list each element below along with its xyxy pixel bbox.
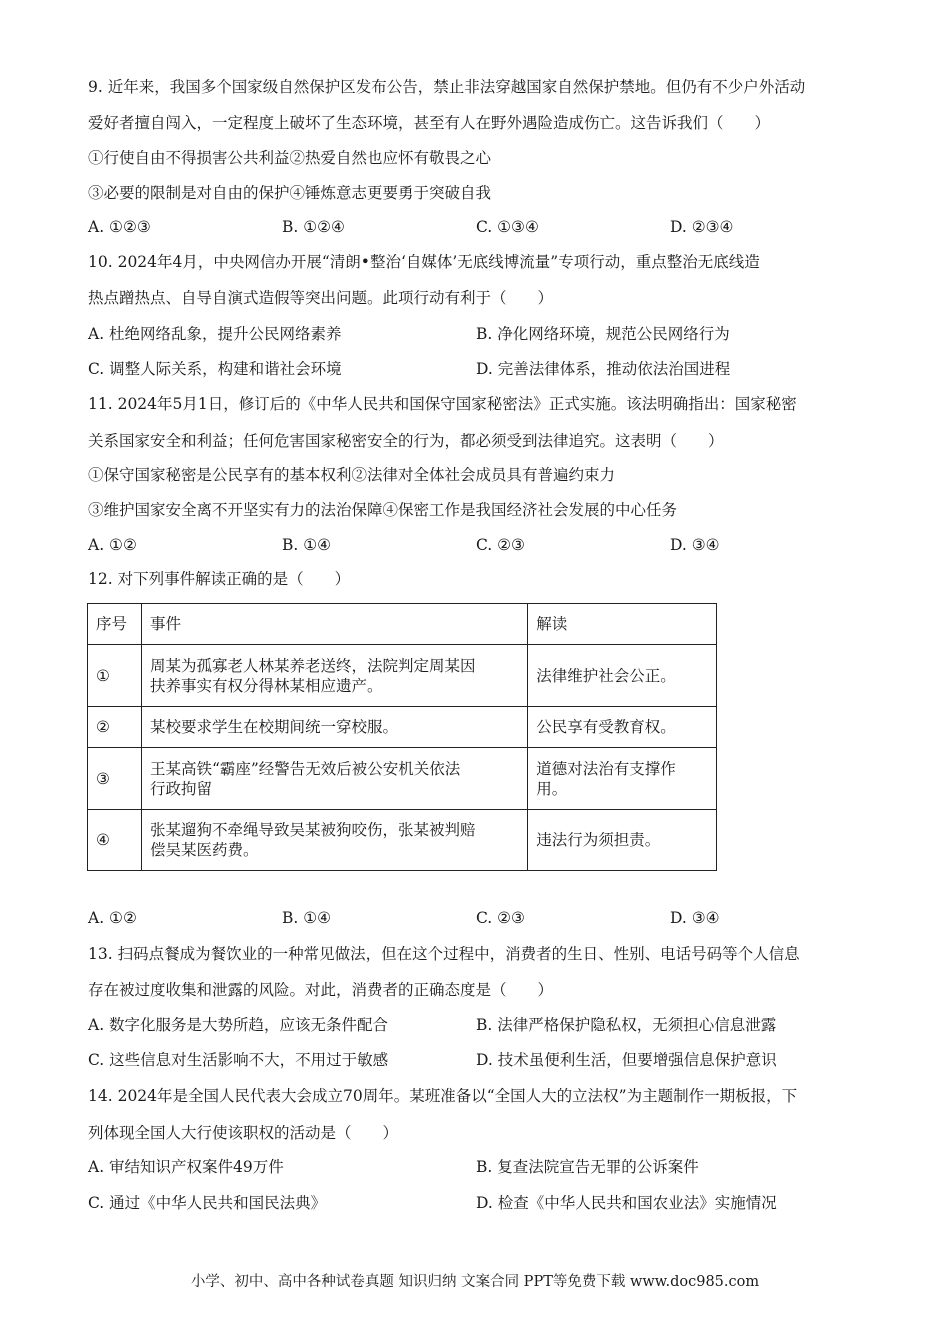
row-interpretation bbox=[528, 810, 717, 871]
q9-option-d[interactable]: D. ②③④ bbox=[670, 218, 734, 236]
q10-option-c[interactable]: C. 调整人际关系，构建和谐社会环境 bbox=[88, 360, 342, 378]
row-number: ③ bbox=[88, 748, 142, 810]
table-row bbox=[88, 707, 717, 748]
row-interpretation bbox=[528, 645, 717, 707]
q12-option-a[interactable]: A. ①② bbox=[88, 909, 137, 927]
q9-option-b[interactable]: B. ①②④ bbox=[282, 218, 345, 236]
row-number: ④ bbox=[88, 810, 142, 871]
q9-statement-line1: ①行使自由不得损害公共利益②热爱自然也应怀有敬畏之心 bbox=[88, 149, 492, 167]
q11-statement-line1: ①保守国家秘密是公民享有的基本权利②法律对全体社会成员具有普遍约束力 bbox=[88, 466, 616, 484]
event-text-line: 某校要求学生在校期间统一穿校服。 bbox=[149, 718, 398, 736]
q11-statement-line2: ③维护国家安全离不开坚实有力的法治保障④保密工作是我国经济社会发展的中心任务 bbox=[88, 501, 678, 519]
q10-option-d[interactable]: D. 完善法律体系，推动依法治国进程 bbox=[476, 360, 731, 378]
q11-stem-line1: 11. 2024年5月1日，修订后的《中华人民共和国保守国家秘密法》正式实施。该法明确指出：国家秘密 bbox=[88, 395, 797, 413]
page-footer: 小学、初中、高中各种试卷真题 知识归纳 文案合同 PPT等免费下载 www.doc985.com bbox=[190, 1274, 760, 1290]
row-number: ② bbox=[88, 707, 142, 748]
interpretation-text-line: 道德对法治有支撑作 bbox=[536, 759, 676, 778]
q14-option-a[interactable]: A. 审结知识产权案件49万件 bbox=[88, 1158, 284, 1176]
q10-stem-line1: 10. 2024年4月，中央网信办开展“清朗•整治‘自媒体’无底线博流量”专项行动，重点整治无底线造 bbox=[88, 253, 760, 271]
interpretation-text-line: 法律维护社会公正。 bbox=[536, 666, 676, 685]
q10-option-b[interactable]: B. 净化网络环境，规范公民网络行为 bbox=[476, 325, 730, 343]
q11-option-c[interactable]: C. ②③ bbox=[476, 536, 525, 554]
q14-stem-line1: 14. 2024年是全国人民代表大会成立70周年。某班准备以“全国人大的立法权”为主题制作一期板报，下 bbox=[88, 1087, 798, 1105]
q9-stem-line2: 爱好者擅自闯入，一定程度上破坏了生态环境，甚至有人在野外遇险造成伤亡。这告诉我们（ ） bbox=[88, 114, 771, 132]
q13-option-b[interactable]: B. 法律严格保护隐私权，无须担心信息泄露 bbox=[476, 1016, 777, 1034]
row-event bbox=[141, 810, 527, 871]
q11-stem-line2: 关系国家安全和利益；任何危害国家秘密安全的行为，都必须受到法律追究。这表明（ ） bbox=[88, 432, 724, 450]
q9-option-c[interactable]: C. ①③④ bbox=[476, 218, 539, 236]
interpretation-text-line: 公民享有受教育权。 bbox=[536, 718, 676, 736]
row-event bbox=[141, 707, 527, 748]
q11-option-b[interactable]: B. ①④ bbox=[282, 536, 332, 554]
event-text-line: 周某为孤寡老人林某养老送终，法院判定周某因 bbox=[149, 656, 476, 675]
q13-option-a[interactable]: A. 数字化服务是大势所趋，应该无条件配合 bbox=[88, 1016, 389, 1034]
table-row bbox=[88, 748, 717, 810]
q13-option-d[interactable]: D. 技术虽便利生活，但要增强信息保护意识 bbox=[476, 1051, 777, 1069]
interpretation-text-line: 用。 bbox=[536, 779, 568, 798]
q10-option-a[interactable]: A. 杜绝网络乱象，提升公民网络素养 bbox=[88, 325, 342, 343]
q14-stem-line2: 列体现全国人大行使该职权的活动是（ ） bbox=[88, 1124, 399, 1142]
event-text-line: 张某遛狗不牵绳导致吴某被狗咬伤，张某被判赔 bbox=[149, 821, 476, 839]
row-number: ① bbox=[88, 645, 142, 707]
header-interpretation: 解读 bbox=[528, 604, 717, 645]
q11-option-d[interactable]: D. ③④ bbox=[670, 536, 720, 554]
q9-statement-line2: ③必要的限制是对自由的保护④锤炼意志更要勇于突破自我 bbox=[88, 184, 492, 202]
row-event bbox=[141, 748, 527, 810]
event-text-line: 偿吴某医药费。 bbox=[149, 841, 259, 859]
header-number: 序号 bbox=[88, 604, 142, 645]
q12-stem: 12. 对下列事件解读正确的是（ ） bbox=[88, 570, 351, 588]
q12-option-b[interactable]: B. ①④ bbox=[282, 909, 332, 927]
q13-stem-line2: 存在被过度收集和泄露的风险。对此，消费者的正确态度是（ ） bbox=[88, 981, 554, 999]
q12-option-c[interactable]: C. ②③ bbox=[476, 909, 525, 927]
row-interpretation bbox=[528, 707, 717, 748]
event-text-line: 王某高铁“霸座”经警告无效后被公安机关依法 bbox=[149, 759, 461, 778]
q11-option-a[interactable]: A. ①② bbox=[88, 536, 137, 554]
interpretation-text-line: 违法行为须担责。 bbox=[536, 831, 661, 849]
events-table bbox=[87, 603, 717, 871]
q9-stem-line1: 9. 近年来，我国多个国家级自然保护区发布公告，禁止非法穿越国家自然保护禁地。但仍有不少户外活动 bbox=[88, 78, 806, 96]
header-event: 事件 bbox=[141, 604, 527, 645]
table-row bbox=[88, 645, 717, 707]
q14-option-c[interactable]: C. 通过《中华人民共和国民法典》 bbox=[88, 1194, 327, 1212]
row-event bbox=[141, 645, 527, 707]
table-row bbox=[88, 810, 717, 871]
table-header-row bbox=[88, 604, 717, 645]
event-text-line: 行政拘留 bbox=[149, 779, 212, 798]
q13-option-c[interactable]: C. 这些信息对生活影响不大，不用过于敏感 bbox=[88, 1051, 389, 1069]
q9-option-a[interactable]: A. ①②③ bbox=[88, 218, 151, 236]
q12-option-d[interactable]: D. ③④ bbox=[670, 909, 720, 927]
event-text-line: 扶养事实有权分得林某相应遗产。 bbox=[149, 676, 383, 695]
q13-stem-line1: 13. 扫码点餐成为餐饮业的一种常见做法，但在这个过程中，消费者的生日、性别、电话号码等个人信息 bbox=[88, 945, 800, 963]
row-interpretation bbox=[528, 748, 717, 810]
q14-option-d[interactable]: D. 检查《中华人民共和国农业法》实施情况 bbox=[476, 1194, 777, 1212]
q14-option-b[interactable]: B. 复查法院宣告无罪的公诉案件 bbox=[476, 1158, 699, 1176]
q10-stem-line2: 热点蹭热点、自导自演式造假等突出问题。此项行动有利于（ ） bbox=[88, 289, 554, 307]
